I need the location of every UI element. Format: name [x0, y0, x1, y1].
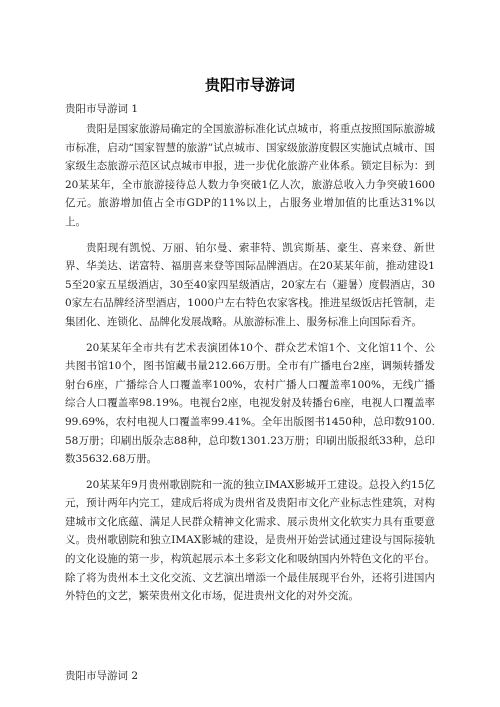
document-title: 贵阳市导游词 — [204, 76, 295, 94]
paragraph-culture-media: 20某某年全市共有艺术表演团体10个、群众艺术馆1个、文化馆11个、公共图书馆10个，图书馆藏书量212.66万册。全市有广播电台2座，调频转播发射台6座，广播综合人口覆盖率100%，农村广播人口覆盖率100%，无线广播综合人口覆盖率98.19%。电视台2座，电视发射及转播台6座，电视人口覆盖率99.69%，农村电视人口覆盖率99.41%。全年出版图书1450种，总印数9100.58万册；印刷出版杂志88种，总印数1301.23万册；印刷出版报纸33种，总印数35632.68万册。 — [65, 341, 435, 466]
paragraph-tourism-standards: 贵阳是国家旅游局确定的全国旅游标准化试点城市，将重点按照国际旅游城市标准，启动“国家智慧的旅游”试点城市、国家级旅游度假区实施试点城市、国家级生态旅游示范区试点城市申报，进一步优化旅游产业体系。锁定目标为：到20某某年，全市旅游接待总人数力争突破1亿人次，旅游总收入力争突破1600亿元。旅游增加值占全市GDP的11%以上，占服务业增加值的比重达31%以上。 — [65, 123, 435, 228]
paragraph-opera-house: 20某某年9月贵州歌剧院和一流的独立IMAX影城开工建设。总投入约15亿元，预计两年内完工，建成后将成为贵州省及贵阳市文化产业标志性建筑，对构建城市文化底蕴、满足人民群众精神文化需求、展示贵州文化软实力具有重要意义。贵州歌剧院和独立IMAX影城的建设，是贵州开始尝试通过建设与国际接轨的文化设施的第一步，构筑起展示本土多彩文化和吸纳国内外特色文化的平台。除了将为贵州本土文化交流、文艺演出增添一个最佳展现平台外，还将引进国内外特色的文艺，繁荣贵州文化市场，促进贵州文化的对外交流。 — [65, 478, 435, 603]
section-heading-1: 贵阳市导游词 1 — [65, 103, 139, 115]
paragraph-hotels: 贵阳现有凯悦、万丽、铂尔曼、索菲特、凯宾斯基、豪生、喜来登、新世界、华美达、诺富特、福朋喜来登等国际品牌酒店。在20某某年前，推动建设15至20家五星级酒店，30至40家四星级酒店，20家左右（避暑）度假酒店，300家左右品牌经济型酒店，1000户左右特色农家客栈。推进星级饭店托管制，走集团化、连锁化、品牌化发展战略。从旅游标准上、服务标准上向国际看齐。 — [65, 241, 435, 328]
section-heading-2: 贵阳市导游词 2 — [65, 670, 139, 682]
document-body — [65, 120, 435, 613]
